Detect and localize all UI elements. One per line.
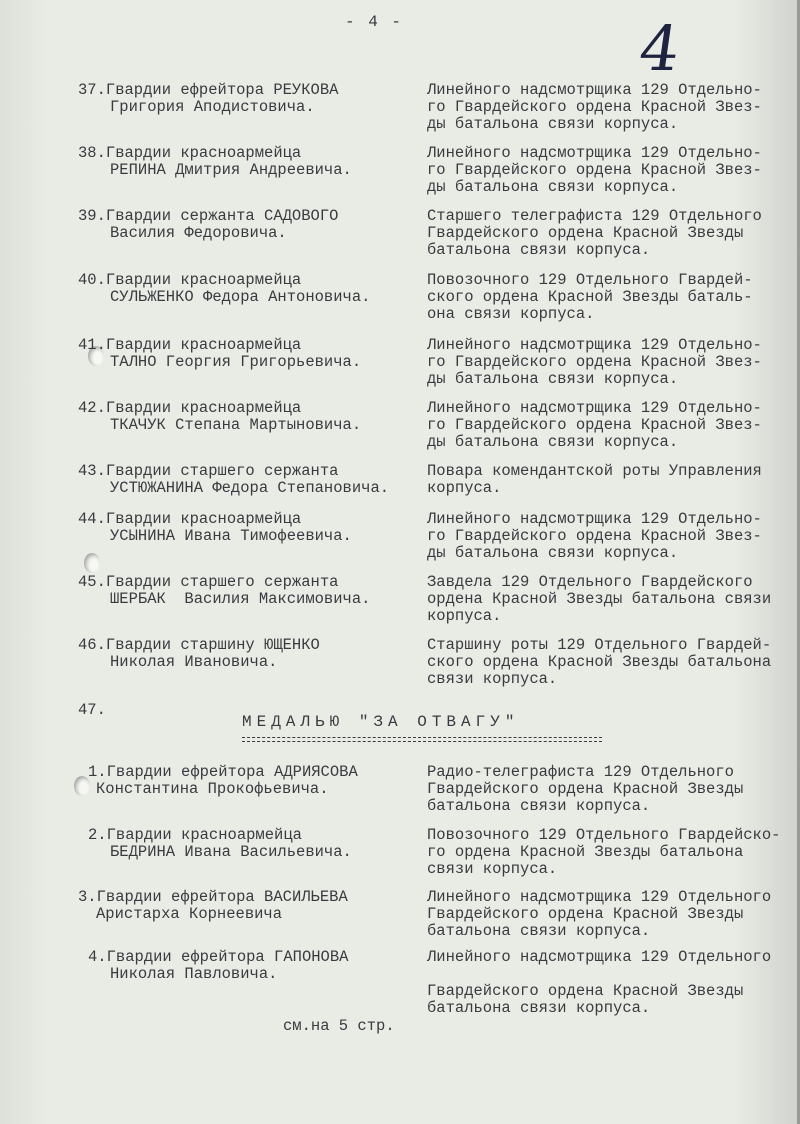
handwritten-page-mark: 4 [634,12,685,85]
entry-line1: 2.Гвардии красноармейца [88,826,302,844]
entry-line1: 42.Гвардии красноармейца [78,399,302,417]
entry-description: Повозочного 129 Отдельного Гвардей- ского ордена Красной Звезды баталь- она связи корпуса. [427,271,753,323]
entry-description: Завдела 129 Отдельного Гвардейского ордена Красной Звезды батальона связи корпуса. [427,573,772,625]
heading-underline [242,741,602,742]
entry-line2: ШЕРБАК Василия Максимовича. [110,590,371,608]
entry-line1: 45.Гвардии старшего сержанта [78,573,339,591]
entry-line1: 38.Гвардии красноармейца [78,144,302,162]
continued-note: см.на 5 стр. [283,1017,395,1035]
entry-line2: СУЛЬЖЕНКО Федора Антоновича. [110,288,371,306]
entry-line1: 39.Гвардии сержанта САДОВОГО [78,207,339,225]
entry-description: Линейного надсмотрщика 129 Отдельно- го Гвардейского ордена Красной Звез- ды батальона связи корпуса. [427,510,762,562]
entry-description: Линейного надсмотрщика 129 Отдельно- го Гвардейского ордена Красной Звез- ды батальона связи корпуса. [427,81,762,133]
entry-description: Линейного надсмотрщика 129 Отдельно- го Гвардейского ордена Красной Звез- ды батальона связи корпуса. [427,144,762,196]
entry-line2: БЕДРИНА Ивана Васильевича. [110,843,352,861]
entry-line1: 41.Гвардии красноармейца [78,336,302,354]
punch-hole [84,553,100,573]
entry-line2: ТКАЧУК Степана Мартыновича. [110,416,362,434]
entry-line1: 43.Гвардии старшего сержанта [78,462,339,480]
heading-underline [242,737,602,738]
entry-line2: Николая Ивановича. [110,653,278,671]
entry-line1: 44.Гвардии красноармейца [78,510,302,528]
entry-description: Повара комендантской роты Управления корпуса. [427,462,762,497]
entry-line1: 3.Гвардии ефрейтора ВАСИЛЬЕВА [78,888,348,906]
entry-line2: Константина Прокофьевича. [96,780,329,798]
entry-line1: 4.Гвардии ефрейтора ГАПОНОВА [88,948,349,966]
page-number: - 4 - [345,13,404,31]
entry-line1: 40.Гвардии красноармейца [78,271,302,289]
entry-line2: РЕПИНА Дмитрия Андреевича. [110,161,352,179]
section-heading: МЕДАЛЬЮ "ЗА ОТВАГУ" [242,713,520,731]
entry-line2: Николая Павловича. [110,965,278,983]
entry-line2: Григория Аподистовича. [110,98,315,116]
entry-description: Старшего телеграфиста 129 Отдельного Гвардейского ордена Красной Звезды батальона связи корпуса. [427,207,762,259]
entry-line2: УСТЮЖАНИНА Федора Степановича. [110,479,390,497]
entry-description: Линейного надсмотрщика 129 Отдельного Гвардейского ордена Красной Звезды батальона связи корпуса. [427,948,772,1017]
entry-line2: Аристарха Корнеевича [96,905,283,923]
entry-description: Линейного надсмотрщика 129 Отдельного Гвардейского ордена Красной Звезды батальона связи корпуса. [427,888,772,940]
entry-description: Линейного надсмотрщика 129 Отдельно- го Гвардейского ордена Красной Звез- ды батальона связи корпуса. [427,399,762,451]
entry-line1: 37.Гвардии ефрейтора РЕУКОВА [78,81,339,99]
entry-line1: 1.Гвардии ефрейтора АДРИЯСОВА [88,763,358,781]
entry-description: Линейного надсмотрщика 129 Отдельно- го Гвардейского ордена Красной Звез- ды батальона связи корпуса. [427,336,762,388]
entry-line1: 46.Гвардии старшину ЮЩЕНКО [78,636,320,654]
entry-description: Повозочного 129 Отдельного Гвардейско- го ордена Красной Звезды батальона связи корпуса. [427,826,781,878]
entry-line2: ТАЛНО Георгия Григорьевича. [110,353,362,371]
entry-description: Старшину роты 129 Отдельного Гвардей- ского ордена Красной Звезды батальона связи корпуса. [427,636,772,688]
entry-line2: Василия Федоровича. [110,224,287,242]
entry-line2: УСЫНИНА Ивана Тимофеевича. [110,527,352,545]
entry-number-47: 47. [78,701,106,719]
entry-description: Радио-телеграфиста 129 Отдельного Гвардейского ордена Красной Звезды батальона связи корпуса. [427,763,744,815]
